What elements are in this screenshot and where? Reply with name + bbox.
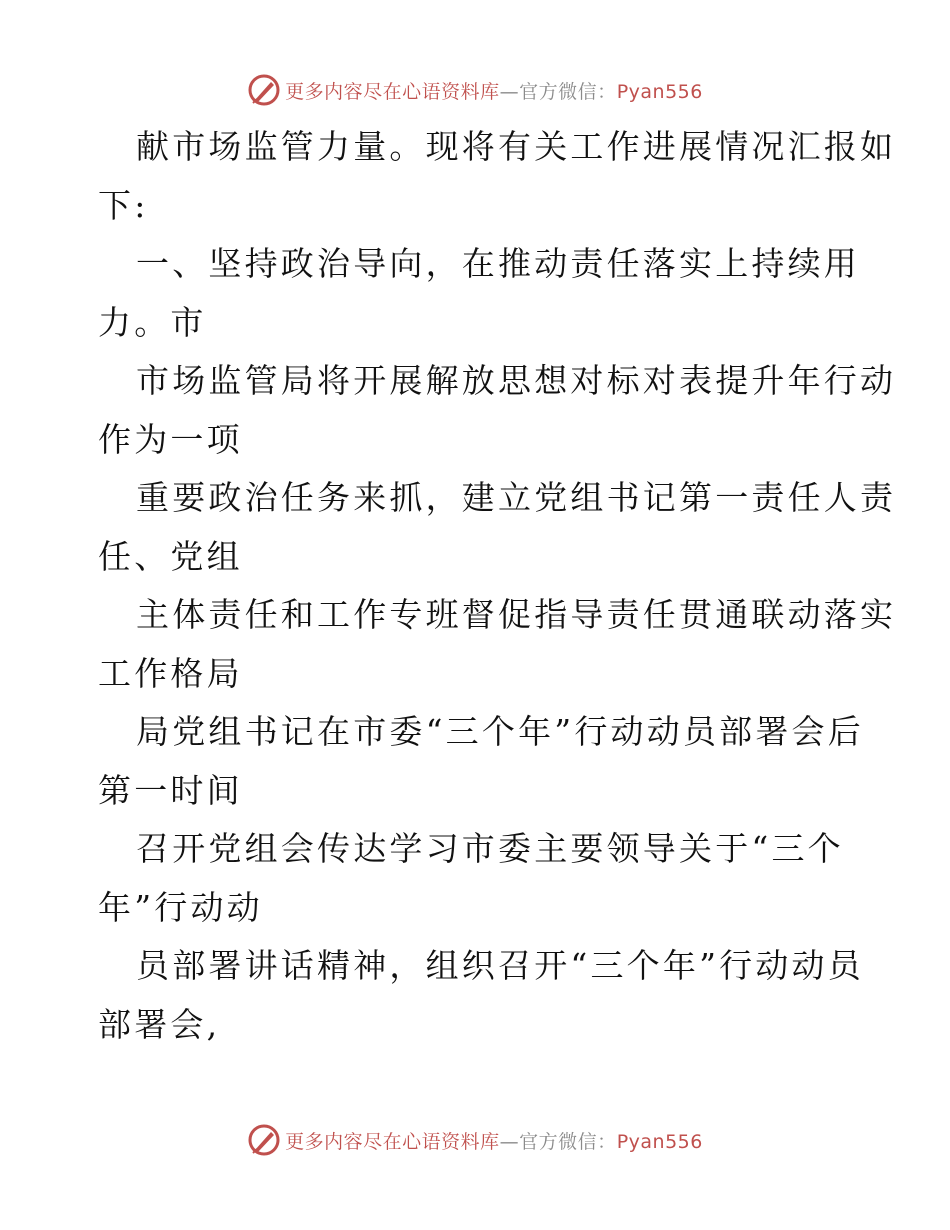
body-text-line: 召开党组会传达学习市委主要领导关于“三个 (136, 829, 844, 868)
body-text-line: 作为一项 (98, 419, 243, 459)
header-watermark (0, 70, 950, 110)
body-text-line: 任、党组 (98, 536, 243, 576)
body-text-line: 年”行动动 (98, 887, 263, 927)
watermark-site: 更多内容尽在心语资料库 (285, 80, 500, 103)
watermark-dash: — (499, 80, 520, 103)
body-text-line: 重要政治任务来抓，建立党组书记第一责任人责 (136, 478, 897, 517)
body-text-line: 第一时间 (98, 770, 243, 810)
watermark-account: Pyan556 (616, 1130, 703, 1153)
watermark-site: 更多内容尽在心语资料库 (285, 1130, 500, 1153)
watermark-text (285, 1127, 703, 1154)
body-text-line: 力。市 (98, 302, 207, 342)
quill-pen-seal-icon (247, 73, 281, 107)
watermark-account: Pyan556 (616, 80, 703, 103)
watermark-text (285, 77, 703, 104)
body-text-line: 工作格局 (98, 653, 243, 693)
watermark-wechat-label: 官方微信： (519, 80, 617, 103)
body-text-line: 下: (98, 185, 149, 225)
body-text-line: 员部署讲话精神，组织召开“三个年”行动动员 (136, 946, 864, 985)
quill-pen-seal-icon (247, 1123, 281, 1157)
body-text-line: 献市场监管力量。现将有关工作进展情况汇报如 (136, 127, 897, 166)
watermark-dash: — (499, 1130, 520, 1153)
watermark-wechat-label: 官方微信： (519, 1130, 617, 1153)
body-text-line: 市场监管局将开展解放思想对标对表提升年行动 (136, 361, 897, 400)
body-text-line: 一、坚持政治导向，在推动责任落实上持续用 (136, 244, 860, 283)
body-text-line: 局党组书记在市委“三个年”行动动员部署会后 (136, 712, 864, 751)
body-text-line: 主体责任和工作专班督促指导责任贯通联动落实 (136, 595, 897, 634)
document-body (98, 118, 897, 1054)
footer-watermark (0, 1120, 950, 1160)
body-text-line: 部署会, (98, 1004, 221, 1044)
